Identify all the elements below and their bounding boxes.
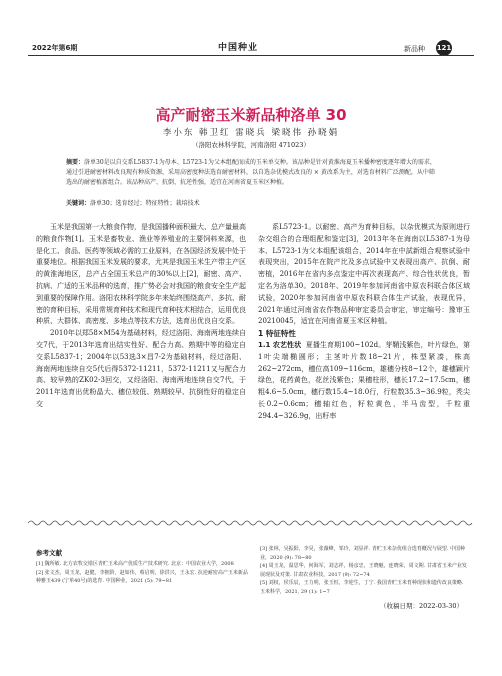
reference-item: [2] 张文杰，周玉龙，赵健，李拥阶，赵如伟，蔡启明，徐洪兴，王永宏. 抗逆耐密高产玉米新品种雅玉439 (宁单40号)的选育. 中国种业，2021 (5): 79~81 [36, 569, 248, 585]
body-left-column [36, 222, 246, 411]
subsection-heading: 1.1 农艺性状 [258, 340, 302, 349]
subsection-paragraph [258, 340, 470, 423]
reference-item: [1] 魏所敏. 北方农牧交错区青贮玉米高产优质生产技术研究. 北京：中国农业大学，2008 [36, 561, 234, 567]
body-right-column [258, 222, 470, 423]
keywords [66, 198, 440, 207]
header-rule [28, 55, 474, 56]
abstract [66, 158, 440, 188]
body-paragraph: 系L5723-1。以耐密、高产为育种目标，以杂优模式为原则进行杂交组合的合理组配和鉴定[3]，2013年冬在海南以L5387-1为母本、L5723-1为父本组配该组合，2014年在中試新组合观察试验中表现突出，2015年在院产比及多点试验中又表现出高产、抗倒、耐密植，2016年在省内多点鉴定中再次表现高产、综合性状优良，暂定名为洛单30。2018年、2019年参加河南省中原农科联合体区域试验，2020年参加河南省中原农科联合体生产试验，表现优异，2021年通过河南省农作物品种审定委员会审定，审定编号：豫审玉20210045，适宜在河南省夏玉米区种植。 [258, 223, 470, 326]
subsection-text: 夏播生育期100~102d。芽鞘浅紫色，叶片绿色，第1叶尖端椭圆形；主茎叶片数18~21片，株型紧凑，株高262~272cm，穗位高109~116cm，雄穗分枝8~12个，雄穗颖片绿色，花药黄色，花丝浅紫色；果穗柱形，穗长17.2~17.5cm，穗粗4.6~5.0cm，穗行数15.4~18.0行，行粒数35.3~36.9粒，秃尖长0.2~0.6cm；穗轴红色，籽粒黄色，半马齿型，千粒重294.4~326.9g，出籽率 [258, 340, 471, 420]
wavy-divider [28, 519, 474, 527]
reference-item: [3] 张林，吴振阳，李昊，张薇峰，邹玲，刘显祥. 青贮玉米杂优组合选育概况与展望. 中国种业，2020 (9): 78~80 [260, 546, 466, 561]
received-date: （收稿日期：2022-03-30） [380, 602, 463, 610]
keywords-text: 洛单30；选育经过；特征特性；栽培技术 [90, 200, 200, 207]
reference-item: [4] 周玉龙，温思华，何海军，刘志祥，杨彦忠，王晓魁，连晓荣，周文期. 甘肃省玉米产业发展现状及对策. 甘肃农业科技，2017 (9): 72~74 [260, 563, 467, 578]
references-right [260, 545, 470, 597]
references-left [36, 560, 248, 586]
abstract-label: 摘要： [66, 159, 85, 166]
section-label: 新品种 [404, 45, 425, 53]
reference-item: [5] 刘权，侯乐辰，王力明，张玉恒，李迎生，丁宁. 我国青贮玉米育种现状和遗传改良策略. 玉米科学，2021, 29 (1): 1~7 [260, 580, 464, 595]
article-title: 高产耐密玉米新品种洛单 30 [155, 106, 347, 124]
keywords-label: 关键词： [66, 200, 91, 207]
journal-masthead: 中国种业 [218, 43, 259, 53]
page-number: 121 [436, 44, 452, 52]
section-heading: 1 特征特性 [258, 329, 296, 339]
body-paragraph: 玉米是我国第一大粮食作物，是我国播种面积最大、总产量最高的粮食作物[1]。玉米是畜牧业、渔业等养殖业的主要饲料来源，也是化工、食品、医药等领域必需的工业原料，在各国经济发展中处于重要地位。根据我国玉米发展的要求，尤其是我国玉米生产带主产区的黄淮海地区，总产占全国玉米总产的30%以上[2]，耐密、高产、抗病、广适的玉米品种的选育，推广势必会对我国的粮食安全生产起到重要的保障作用。洛阳农林科学院多年来始终围绕高产、多抗、耐密的育种目标，采用常规育种技术和现代育种技术相结合，运用优良种质、大群体、高密度、多地点等技术方法，选育出优良自交系。 [36, 223, 246, 326]
abstract-text: 洛单30是以自交系L5837-1为母本、L5723-1为父本组配而成的玉米单交种。该品种是针对黄淮海夏玉米播种密度逐年增大的需求，通过引进耐密材料改良现有种质资源，采用高密度种法选育耐密材料，以自选杂优模式改良的 × 黄改系为主，对选育材料广泛测配，从中筛选出的耐密植新组合。该品种高产、抗倒、抗逆性强，适宜在河南省夏玉米区种植。 [66, 159, 436, 186]
body-paragraph: 2010年以郑58×M54为基础材料，经过洛阳、海南两地连续自交7代，于2013年选育出结实性好、配合力高、熟期中等的稳定自交系L5837-1；2004年以53选3×昌7-2为基础材料，经过洛阳、海南两地连续自交5代后得5372-11211，5372-11211又与配合力高、较早熟的ZK02-3回交，又经洛阳、海南两地连续自交7代，于2011年选育出优粉晶大、穗位较低、熟期较早、抗倒性好的稳定自交 [36, 329, 246, 408]
author-affiliation: （洛阳农林科学院，河南洛阳 471023） [192, 141, 310, 149]
article-authors: 李小东 韩卫红 雷晓兵 梁晓伟 孙晓娟 [162, 128, 340, 138]
references-heading: 参考文献 [36, 549, 62, 557]
page-number-badge [436, 40, 452, 56]
issue-label: 2022年第6期 [32, 44, 78, 52]
